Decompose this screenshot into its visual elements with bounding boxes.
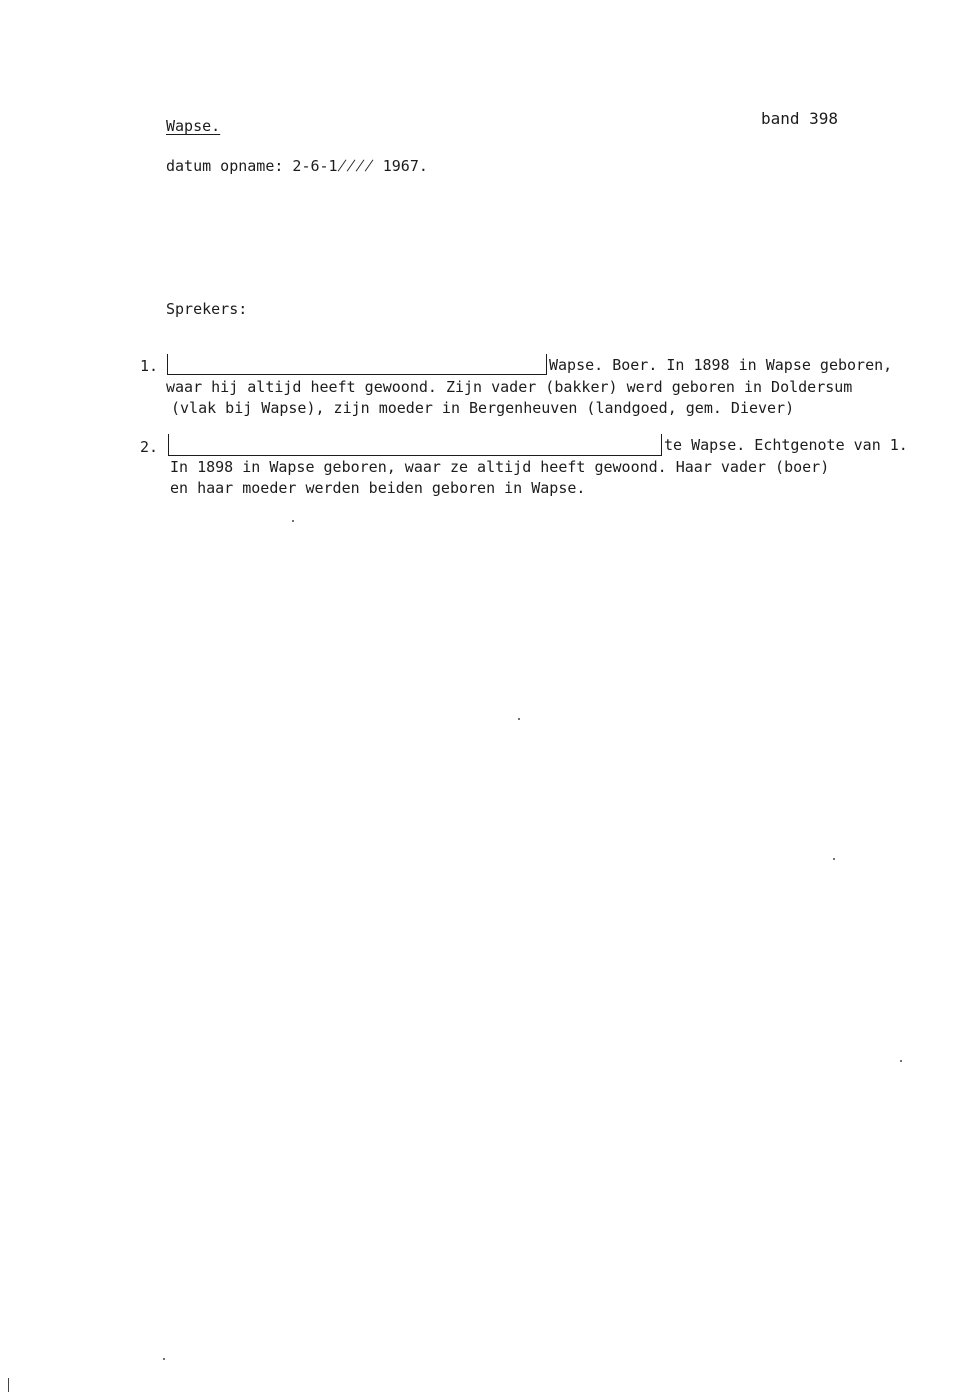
place-title: Wapse. <box>166 117 221 135</box>
scan-speck <box>518 718 520 720</box>
scan-speck <box>833 858 835 860</box>
speaker-text-line: (vlak bij Wapse), zijn moeder in Bergenheuven (landgoed, gem. Diever) <box>171 399 795 417</box>
scan-mark <box>8 1378 9 1392</box>
redaction-box <box>167 354 547 375</box>
scan-speck <box>163 1358 165 1360</box>
recording-date: datum opname: 2-6-1̸̸̸̸ 1967. <box>166 157 428 175</box>
scan-speck <box>292 520 294 522</box>
speaker-text-line: en haar moeder werden beiden geboren in Wapse. <box>170 479 586 497</box>
speaker-text-line: te Wapse. Echtgenote van 1. <box>664 436 908 454</box>
speaker-text-line: waar hij altijd heeft gewoond. Zijn vader (bakker) werd geboren in Doldersum <box>166 378 853 396</box>
speakers-heading: Sprekers: <box>166 300 248 318</box>
speaker-number: 2. <box>140 438 159 456</box>
speaker-text-line: In 1898 in Wapse geboren, waar ze altijd heeft gewoond. Haar vader (boer) <box>170 458 830 476</box>
redaction-box <box>168 434 662 456</box>
speaker-text-line: Wapse. Boer. In 1898 in Wapse geboren, <box>549 356 893 374</box>
band-number: band 398 <box>761 109 839 128</box>
scan-speck <box>900 1060 902 1062</box>
speaker-number: 1. <box>140 357 159 375</box>
